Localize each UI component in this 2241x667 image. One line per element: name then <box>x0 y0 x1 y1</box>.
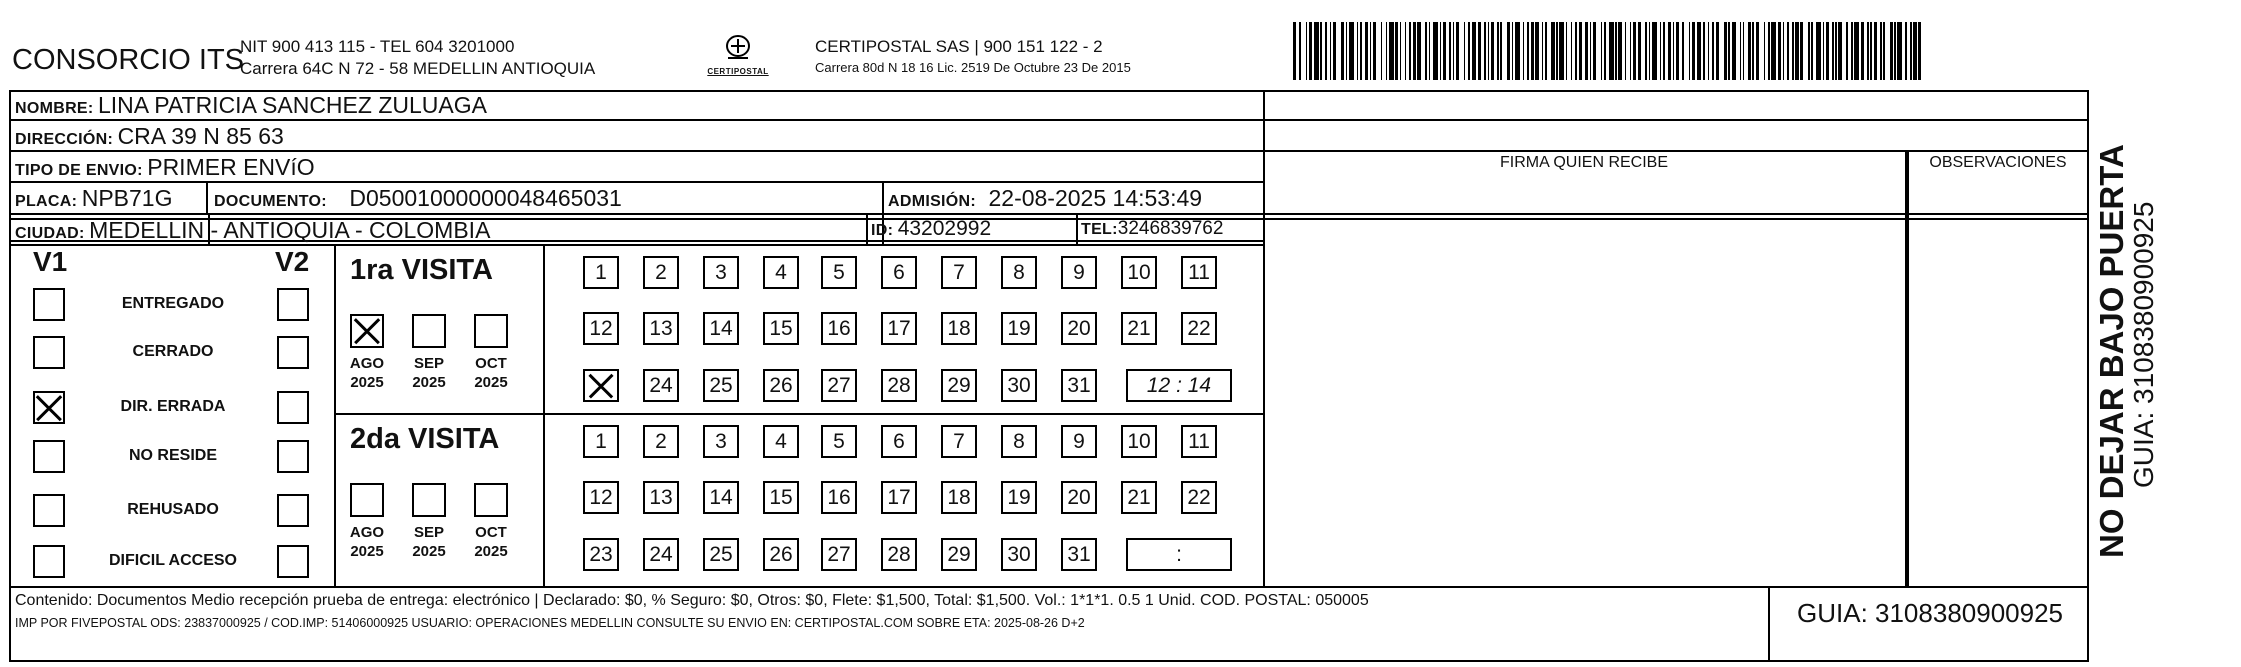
plate-cell <box>15 185 172 212</box>
status-reason-label: NO RESIDE <box>128 447 217 464</box>
admission-label: ADMISIÓN: <box>888 193 977 210</box>
recipient-name: LINA PATRICIA SANCHEZ ZULUAGA <box>98 92 487 118</box>
month-checkbox[interactable] <box>412 314 446 348</box>
plate: NPB71G <box>81 185 173 211</box>
month-checkbox[interactable] <box>350 314 384 348</box>
month-year: 2025 <box>350 543 384 560</box>
send-type-label: TIPO DE ENVIO: <box>15 162 143 179</box>
company-nit: NIT 900 413 115 - TEL 604 3201000 <box>240 37 515 56</box>
v2-checkbox[interactable] <box>277 494 309 527</box>
day-box[interactable]: 5 <box>821 256 857 289</box>
carrier-info <box>815 36 1131 78</box>
tel: 3246839762 <box>1117 218 1224 239</box>
signature-header: FIRMA QUIEN RECIBE <box>1499 154 1669 171</box>
day-box[interactable] <box>583 369 619 402</box>
month-checkbox[interactable] <box>350 483 384 517</box>
month-label <box>403 523 455 561</box>
visit-time-box[interactable]: 12 : 14 <box>1126 369 1232 402</box>
tel-label: TEL: <box>1081 221 1118 238</box>
company-info <box>240 36 595 80</box>
v2-checkbox[interactable] <box>277 336 309 369</box>
day-box[interactable]: 18 <box>941 481 977 514</box>
carrier-license: Carrera 80d N 18 16 Lic. 2519 De Octubre 23 De 2015 <box>815 60 1131 75</box>
observations-area[interactable] <box>1909 182 2085 584</box>
v2-checkbox[interactable] <box>277 545 309 578</box>
day-box[interactable]: 6 <box>881 425 917 458</box>
company-name: CONSORCIO ITS <box>12 44 245 76</box>
day-box[interactable]: 27 <box>821 369 857 402</box>
day-box[interactable]: 2 <box>643 256 679 289</box>
month-label <box>403 354 455 392</box>
visit-time-box[interactable]: : <box>1126 538 1232 571</box>
day-box[interactable]: 28 <box>881 369 917 402</box>
day-box[interactable]: 12 <box>583 481 619 514</box>
day-box[interactable]: 15 <box>763 312 799 345</box>
month-year: 2025 <box>474 543 508 560</box>
side-guide: GUIA: 3108380900925 <box>2128 201 2159 488</box>
day-box[interactable]: 3 <box>703 256 739 289</box>
day-box[interactable]: 27 <box>821 538 857 571</box>
day-box[interactable]: 30 <box>1001 369 1037 402</box>
month-name: OCT <box>475 355 507 372</box>
month-checkbox[interactable] <box>474 483 508 517</box>
recipient-id: 43202992 <box>897 217 992 240</box>
day-box[interactable]: 14 <box>703 312 739 345</box>
barcode-gap <box>1921 22 1924 80</box>
send-type: PRIMER ENVíO <box>147 154 315 180</box>
status-reason-label: DIR. ERRADA <box>120 398 226 415</box>
month-year: 2025 <box>412 543 446 560</box>
footer-guide: GUIA: 3108380900925 <box>1797 598 2063 628</box>
status-reason-label: CERRADO <box>132 343 214 360</box>
day-box[interactable]: 29 <box>941 369 977 402</box>
visit-title: 1ra VISITA <box>350 254 493 286</box>
day-box[interactable]: 26 <box>763 369 799 402</box>
document-label: DOCUMENTO: <box>214 193 327 210</box>
day-box[interactable]: 31 <box>1061 538 1097 571</box>
month-label <box>341 523 393 561</box>
month-year: 2025 <box>350 374 384 391</box>
day-box[interactable]: 16 <box>821 312 857 345</box>
signature-area[interactable] <box>1265 182 1903 584</box>
day-box[interactable]: 13 <box>643 312 679 345</box>
day-box[interactable]: 8 <box>1001 256 1037 289</box>
v1-checkbox[interactable] <box>33 288 65 321</box>
day-box[interactable]: 21 <box>1121 312 1157 345</box>
day-box[interactable]: 20 <box>1061 481 1097 514</box>
day-box[interactable]: 8 <box>1001 425 1037 458</box>
month-label <box>465 523 517 561</box>
day-box[interactable]: 17 <box>881 312 917 345</box>
day-box[interactable]: 20 <box>1061 312 1097 345</box>
day-box[interactable]: 30 <box>1001 538 1037 571</box>
day-box[interactable]: 22 <box>1181 312 1217 345</box>
tel-cell <box>1081 218 1223 240</box>
plate-label: PLACA: <box>15 193 78 210</box>
day-box[interactable]: 18 <box>941 312 977 345</box>
status-reason-label: REHUSADO <box>127 501 219 518</box>
day-box[interactable]: 29 <box>941 538 977 571</box>
recipient-address: CRA 39 N 85 63 <box>117 123 284 149</box>
v1-label: V1 <box>33 246 68 277</box>
company-address: Carrera 64C N 72 - 58 MEDELLIN ANTIOQUIA <box>240 59 596 78</box>
month-label <box>465 354 517 392</box>
name-row <box>15 92 487 119</box>
day-box[interactable]: 17 <box>881 481 917 514</box>
name-label: NOMBRE: <box>15 100 94 117</box>
v1-checkbox[interactable] <box>33 494 65 527</box>
status-reason-label: ENTREGADO <box>121 295 225 312</box>
barcode-icon <box>1293 22 1929 80</box>
admission: 22-08-2025 14:53:49 <box>988 185 1203 211</box>
month-year: 2025 <box>474 374 508 391</box>
day-box[interactable]: 14 <box>703 481 739 514</box>
v1-checkbox[interactable] <box>33 545 65 578</box>
day-box[interactable]: 25 <box>703 538 739 571</box>
month-checkbox[interactable] <box>474 314 508 348</box>
city: MEDELLIN - ANTIOQUIA - COLOMBIA <box>89 217 491 243</box>
month-name: OCT <box>475 524 507 541</box>
day-box[interactable]: 3 <box>703 425 739 458</box>
v2-checkbox[interactable] <box>277 288 309 321</box>
day-box[interactable]: 9 <box>1061 425 1097 458</box>
day-box[interactable]: 15 <box>763 481 799 514</box>
day-box[interactable]: 4 <box>763 425 799 458</box>
day-box[interactable]: 16 <box>821 481 857 514</box>
city-label: CIUDAD: <box>15 225 85 242</box>
day-box[interactable]: 19 <box>1001 481 1037 514</box>
month-label <box>341 354 393 392</box>
day-box[interactable]: 19 <box>1001 312 1037 345</box>
month-name: AGO <box>349 524 385 541</box>
month-name: SEP <box>413 355 444 372</box>
address-label: DIRECCIÓN: <box>15 131 114 148</box>
footer-printed-by: IMP POR FIVEPOSTAL ODS: 23837000925 / COD.IMP: 51406000925 USUARIO: OPERACIONES MEDELLIN CONSULTE SU ENVIO EN: CERTIPOSTAL.COM SOBRE ETA: 2025-08-26 D+2 <box>15 616 1085 630</box>
day-box[interactable]: 22 <box>1181 481 1217 514</box>
day-box[interactable]: 10 <box>1121 425 1157 458</box>
id-cell <box>871 217 991 241</box>
month-name: AGO <box>349 355 385 372</box>
day-box[interactable]: 13 <box>643 481 679 514</box>
address-row <box>15 123 284 150</box>
id-label: ID: <box>871 222 894 239</box>
day-box[interactable]: 24 <box>643 369 679 402</box>
document: D05001000000048465031 <box>349 185 622 211</box>
day-box[interactable]: 25 <box>703 369 739 402</box>
side-warning: NO DEJAR BAJO PUERTA <box>2093 144 2130 558</box>
visit-title: 2da VISITA <box>350 423 500 455</box>
day-box[interactable]: 9 <box>1061 256 1097 289</box>
month-checkbox[interactable] <box>412 483 446 517</box>
day-box[interactable]: 11 <box>1181 425 1217 458</box>
day-box[interactable]: 31 <box>1061 369 1097 402</box>
day-box[interactable]: 10 <box>1121 256 1157 289</box>
certipostal-logo-icon <box>705 34 771 80</box>
month-name: SEP <box>413 524 444 541</box>
day-box[interactable]: 24 <box>643 538 679 571</box>
day-box[interactable]: 26 <box>763 538 799 571</box>
status-reason-label: DIFICIL ACCESO <box>108 552 237 569</box>
day-box[interactable]: 23 <box>583 538 619 571</box>
v2-checkbox[interactable] <box>277 391 309 424</box>
v2-label: V2 <box>275 246 310 277</box>
day-box[interactable]: 7 <box>941 256 977 289</box>
day-box[interactable]: 2 <box>643 425 679 458</box>
logo-caption: CERTIPOSTAL <box>707 67 769 76</box>
v1-checkbox[interactable] <box>33 391 65 424</box>
day-box[interactable]: 11 <box>1181 256 1217 289</box>
admission-cell <box>888 185 1202 212</box>
day-box[interactable]: 12 <box>583 312 619 345</box>
city-cell <box>15 217 490 244</box>
day-box[interactable]: 7 <box>941 425 977 458</box>
v1-checkbox[interactable] <box>33 440 65 473</box>
carrier-name: CERTIPOSTAL SAS | 900 151 122 - 2 <box>815 37 1103 56</box>
day-box[interactable]: 1 <box>583 256 619 289</box>
observations-header: OBSERVACIONES <box>1929 154 2067 171</box>
month-year: 2025 <box>412 374 446 391</box>
v2-checkbox[interactable] <box>277 440 309 473</box>
day-box[interactable]: 4 <box>763 256 799 289</box>
day-box[interactable]: 5 <box>821 425 857 458</box>
v1-checkbox[interactable] <box>33 336 65 369</box>
day-box[interactable]: 21 <box>1121 481 1157 514</box>
day-box[interactable]: 28 <box>881 538 917 571</box>
send-type-row <box>15 154 315 181</box>
footer-contents: Contenido: Documentos Medio recepción prueba de entrega: electrónico | Declarado: $0, % Seguro: $0, Otros: $0, Flete: $1,500, Total: $1,500. Vol.: 1*1*1. 0.5 1 Unid. COD. POSTAL: 050005 <box>15 592 1369 609</box>
day-box[interactable]: 6 <box>881 256 917 289</box>
document-cell <box>214 185 622 212</box>
day-box[interactable]: 1 <box>583 425 619 458</box>
